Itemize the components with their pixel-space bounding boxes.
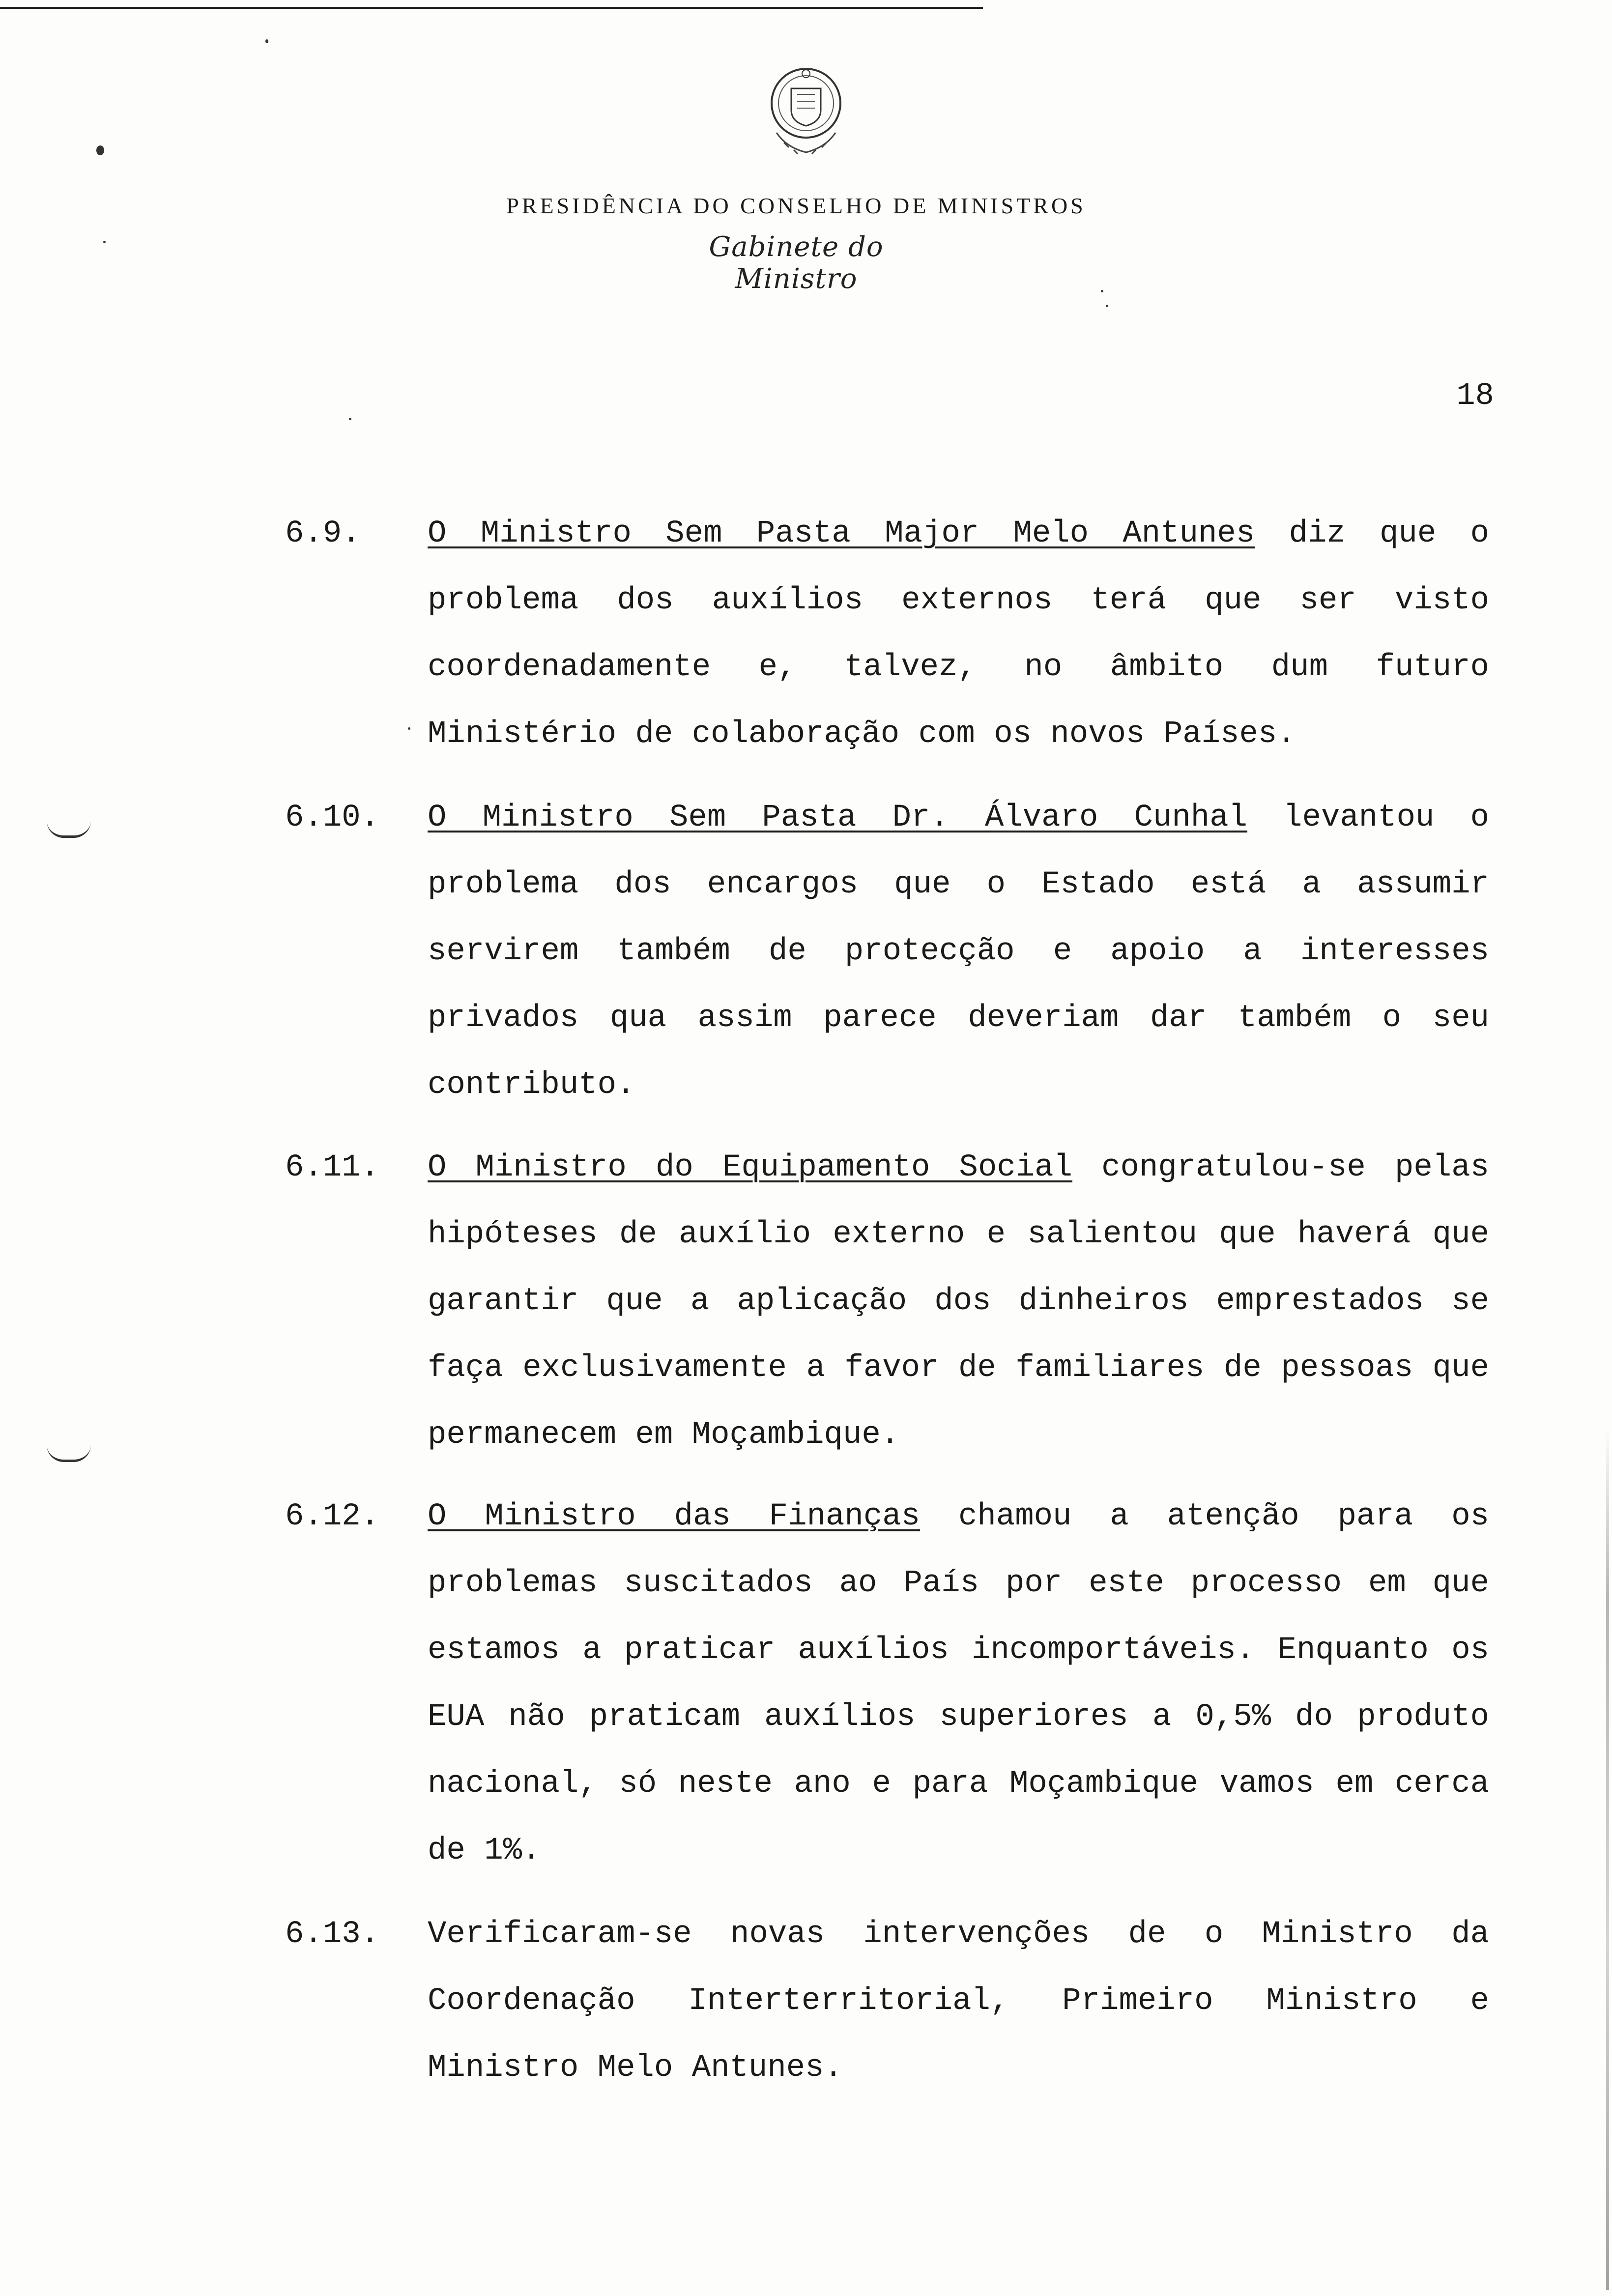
item-number: 6.12.	[285, 1499, 380, 1534]
item-body: congratulou-se pelas hipóteses de auxílio externo e salientou que haverá que garantir que a aplicação dos dinheiros emprestados se faça exclusivamente a favor de familiares de pessoas que permanecem em Moçambique.	[428, 1150, 1490, 1453]
scan-speck	[103, 241, 106, 243]
item-paragraph	[428, 1483, 1489, 1884]
item-number: 6.11.	[285, 1150, 380, 1185]
item-subject: O Ministro Sem Pasta Dr. Álvaro Cunhal	[428, 800, 1248, 835]
page-number: 18	[1456, 378, 1494, 414]
item-body: levantou o problema dos encargos que o Estado está a assumir servirem também de protecção e apoio a interesses privados qua assim parece deveriam dar também o seu contributo.	[428, 800, 1490, 1103]
scan-speck	[96, 145, 104, 155]
item-subject: O Ministro Sem Pasta Major Melo Antunes	[428, 516, 1255, 551]
scan-mark	[47, 821, 91, 838]
item-number: 6.13.	[285, 1917, 380, 1952]
scan-speck	[265, 39, 268, 43]
top-rule	[0, 7, 983, 9]
item-subject: O Ministro do Equipamento Social	[428, 1150, 1072, 1185]
coat-of-arms-seal-icon	[742, 59, 870, 177]
item-number: 6.9.	[285, 516, 361, 551]
item-paragraph	[428, 1134, 1489, 1468]
scan-speck	[408, 727, 410, 730]
scan-mark	[47, 1445, 91, 1462]
item-body: chamou a atenção para os problemas suscitados ao País por este processo em que estamos a praticar auxílios incomportáveis. Enquanto os EUA não praticam auxílios superiores a 0,5% do produto nacional, só neste ano e para Moçambique vamos em cerca de 1%.	[428, 1499, 1489, 1868]
item-paragraph	[428, 500, 1489, 768]
scan-edge-shadow	[1606, 1425, 1609, 2290]
item-body: diz que o problema dos auxílios externos terá que ser visto coordenadamente e, talvez, no âmbito dum futuro Ministério de colaboração com os novos Países.	[428, 516, 1490, 752]
office-subtitle: Gabinete do Ministro	[709, 231, 884, 295]
item-body: Verificaram-se novas intervenções de o Ministro da Coordenação Interterritorial, Primeiro Ministro e Ministro Melo Antunes.	[428, 1917, 1489, 2086]
scan-speck	[1101, 290, 1103, 292]
item-subject: O Ministro das Finanças	[428, 1499, 921, 1534]
item-number: 6.10.	[285, 800, 380, 835]
organization-header: PRESIDÊNCIA DO CONSELHO DE MINISTROS	[506, 193, 1086, 218]
item-paragraph	[428, 784, 1489, 1119]
scan-speck	[1106, 305, 1108, 307]
item-paragraph	[428, 1901, 1489, 2101]
scan-speck	[349, 418, 351, 420]
